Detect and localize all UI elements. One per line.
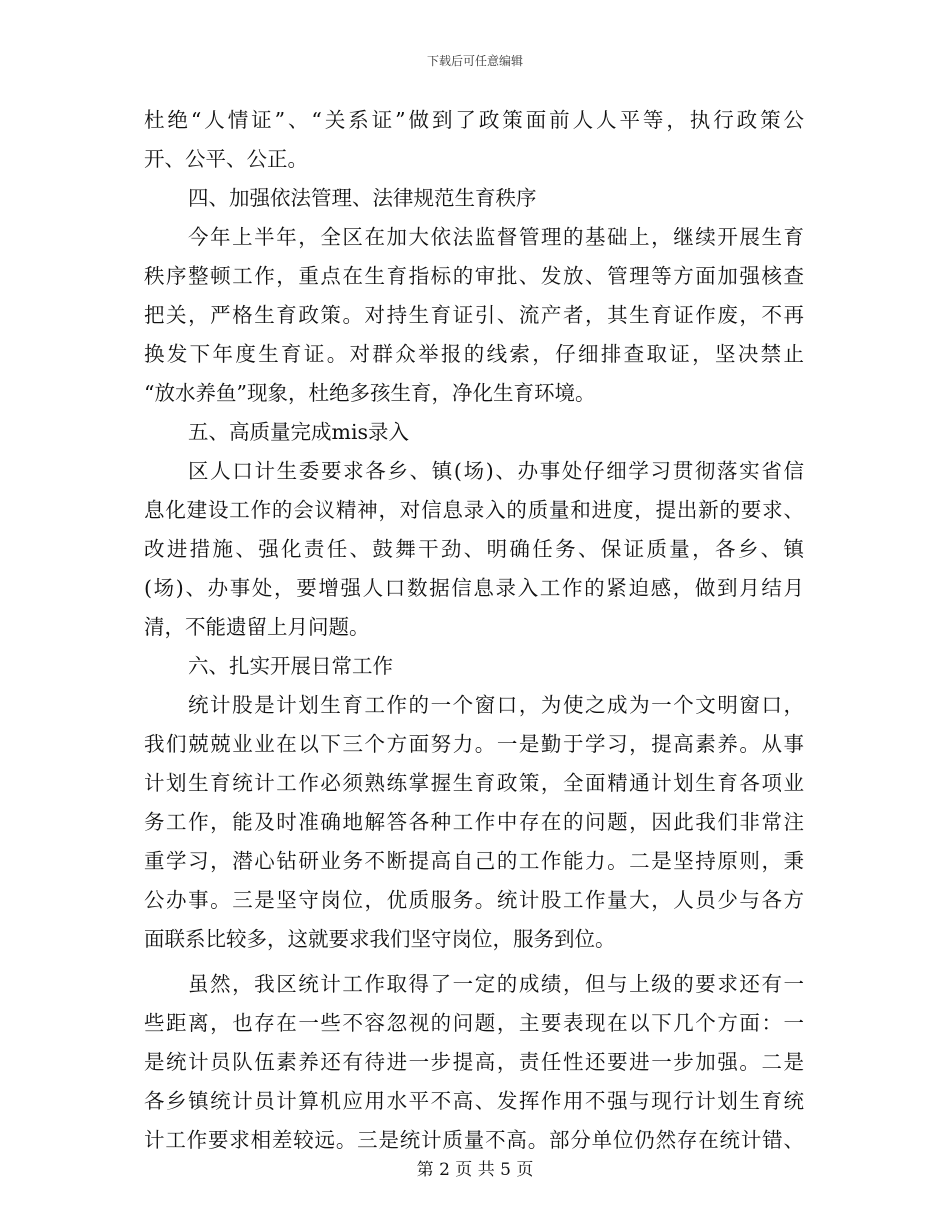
body-line: 今年上半年，全区在加大依法监督管理的基础上，继续开展生育	[188, 225, 804, 249]
body-line: 重学习，潜心钻研业务不断提高自己的工作能力。二是坚持原则，秉	[144, 849, 804, 873]
body-line: 各乡镇统计员计算机应用水平不高、发挥作用不强与现行计划生育统	[144, 1089, 804, 1113]
body-line: 公办事。三是坚守岗位，优质服务。统计股工作量大，人员少与各方	[144, 888, 804, 912]
body-line: 把关，严格生育政策。对持生育证引、流产者，其生育证作废，不再	[144, 303, 804, 327]
body-line: 秩序整顿工作，重点在生育指标的审批、发放、管理等方面加强核查	[144, 264, 804, 288]
page-number: 第 2 页 共 5 页	[416, 1160, 534, 1180]
page-header-note: 下载后可任意编辑	[426, 54, 523, 68]
body-line: 务工作，能及时准确地解答各种工作中存在的问题，因此我们非常注	[144, 810, 804, 834]
body-line: (场)、办事处，要增强人口数据信息录入工作的紧迫感，做到月结月	[144, 576, 804, 600]
body-line: 统计股是计划生育工作的一个窗口，为使之成为一个文明窗口，	[188, 693, 804, 717]
body-line: 我们兢兢业业在以下三个方面努力。一是勤于学习，提高素养。从事	[144, 732, 804, 756]
section-heading-6: 六、扎实开展日常工作	[188, 654, 393, 678]
body-line: 杜绝“人情证”、“关系证”做到了政策面前人人平等，执行政策公	[144, 108, 804, 132]
document-body	[144, 101, 804, 1160]
body-line: 换发下年度生育证。对群众举报的线索，仔细排查取证，坚决禁止	[144, 342, 804, 366]
body-line: 改进措施、强化责任、鼓舞干劲、明确任务、保证质量，各乡、镇	[144, 537, 804, 561]
body-line: 面联系比较多，这就要求我们坚守岗位，服务到位。	[144, 927, 616, 951]
body-line: 区人口计生委要求各乡、镇(场)、办事处仔细学习贯彻落实省信	[188, 459, 804, 483]
body-line: 虽然，我区统计工作取得了一定的成绩，但与上级的要求还有一	[188, 972, 804, 996]
body-line: “放水养鱼”现象，杜绝多孩生育，净化生育环境。	[144, 381, 596, 405]
section-heading-4: 四、加强依法管理、法律规范生育秩序	[188, 186, 537, 210]
body-line: 些距离，也存在一些不容忽视的问题，主要表现在以下几个方面：一	[144, 1011, 804, 1035]
body-line: 是统计员队伍素养还有待进一步提高，责任性还要进一步加强。二是	[144, 1050, 804, 1074]
section-heading-5: 五、高质量完成mis录入	[188, 420, 410, 444]
body-line: 息化建设工作的会议精神，对信息录入的质量和进度，提出新的要求、	[144, 498, 804, 522]
body-line: 计划生育统计工作必须熟练掌握生育政策，全面精通计划生育各项业	[144, 771, 804, 795]
body-line: 清，不能遗留上月问题。	[144, 615, 370, 639]
body-line: 开、公平、公正。	[144, 147, 308, 171]
body-line: 计工作要求相差较远。三是统计质量不高。部分单位仍然存在统计错、	[144, 1128, 804, 1152]
